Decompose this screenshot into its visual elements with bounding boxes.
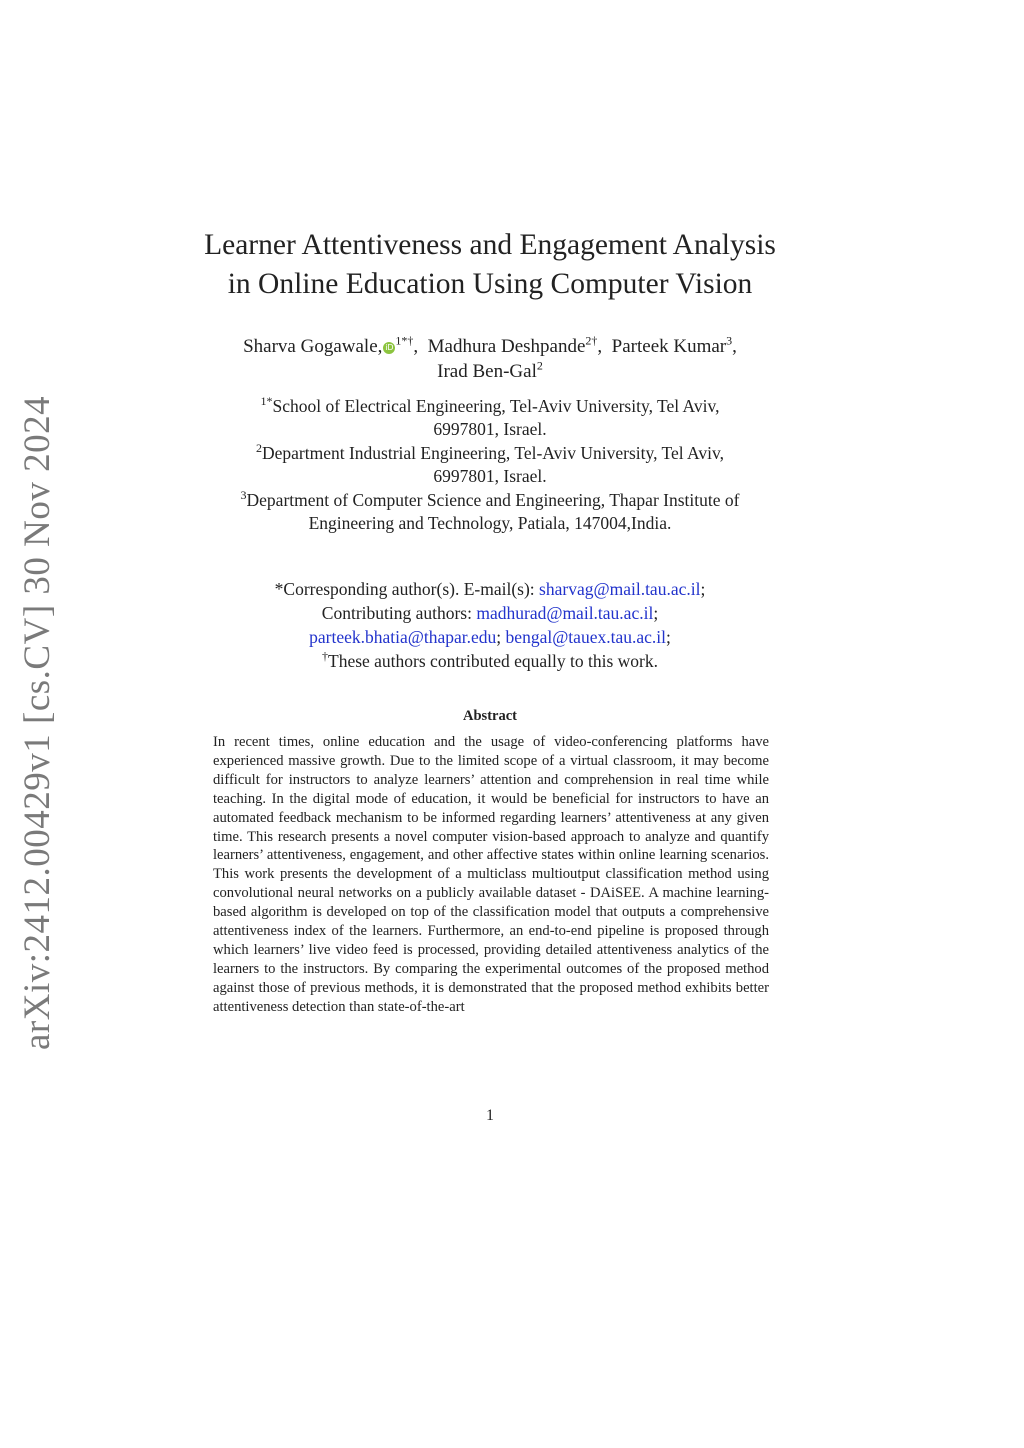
author-4: Irad Ben-Gal: [437, 361, 537, 382]
dagger-mark: †: [322, 649, 328, 664]
contributing-label: Contributing authors:: [321, 603, 477, 623]
contact-block: *Corresponding author(s). E-mail(s): sharvag@mail.tau.ac.il; Contributing authors: madhurad@mail.tau.ac.il; parteek.bhatia@thapar.edu; bengal@tauex.tau.ac.il; †These authors contributed equally to this work.: [274, 579, 706, 671]
abstract-body: In recent times, online education and the usage of video-conferencing platforms have experienced massive growth. Due to the limited scope of a virtual classroom, it may become difficult for instructors to analyze learners’ attention and comprehension in real time while teaching. In the digital mode of education, it would be beneficial for instructors to have an automated feedback mechanism to be informed regarding learners’ attentiveness at any given time. This research presents a novel computer vision-based approach to analyze and quantify learners’ attentiveness, engagement, and other affective states within online learning scenarios. This work presents the development of a multiclass multioutput classification method using convolutional neural networks on a publicly available dataset - DAiSEE. A machine learning-based algorithm is developed on top of the classification model that outputs a comprehensive attentiveness index of the learners. Furthermore, an end-to-end pipeline is proposed through which learners’ live video feed is processed, providing detailed attentiveness analytics of the learners to the instructors. By comparing the experimental outcomes of the proposed method against those of previous methods, it is demonstrated that the proposed method exhibits better attentiveness detection than state-of-the-art: [213, 734, 769, 1015]
email-link-parteek[interactable]: parteek.bhatia@thapar.edu: [309, 627, 497, 647]
equal-contribution-note: These authors contributed equally to this work.: [328, 651, 658, 671]
abstract-heading: Abstract: [463, 708, 517, 724]
affiliation-1: [150, 395, 830, 442]
paper-title: [160, 226, 820, 304]
author-4-affil: 2: [536, 358, 543, 373]
corresponding-label: *Corresponding author(s). E-mail(s):: [274, 579, 540, 599]
author-3-affil: 3: [726, 333, 733, 348]
affiliation-3-line-2: Engineering and Technology, Patiala, 147004,India.: [308, 513, 672, 534]
title-line-2: in Online Education Using Computer Vision: [227, 268, 753, 300]
affiliation-1-line-2: 6997801, Israel.: [433, 419, 547, 440]
affiliation-3: [150, 489, 830, 536]
email-link-madhura[interactable]: madhurad@mail.tau.ac.il: [476, 603, 654, 623]
title-line-1: Learner Attentiveness and Engagement Analysis: [204, 229, 776, 261]
author-3: Parteek Kumar: [611, 336, 727, 357]
affiliation-3-line-1: Department of Computer Science and Engineering, Thapar Institute of: [246, 489, 740, 510]
email-link-bengal[interactable]: bengal@tauex.tau.ac.il: [505, 627, 666, 647]
corresponding-email-link[interactable]: sharvag@mail.tau.ac.il: [539, 579, 701, 599]
affiliation-2: [150, 442, 830, 489]
author-2-affil: 2†: [585, 333, 598, 348]
author-list: Sharva Gogawale, iD $^{1*\dagger}$, Madhura Deshpande$^{2\dagger}$, Parteek Kumar$^3$, Irad Ben-Gal$^2$: [243, 333, 737, 382]
affiliation-2-mark: 2: [255, 440, 262, 455]
affiliation-2-line-1: Department Industrial Engineering, Tel-Aviv University, Tel Aviv,: [261, 442, 724, 463]
affiliation-1-mark: 1*: [260, 394, 273, 409]
author-2: Madhura Deshpande: [427, 336, 586, 357]
affiliation-1-line-1: School of Electrical Engineering, Tel-Aviv University, Tel Aviv,: [272, 396, 720, 416]
affiliations: [150, 395, 830, 535]
arxiv-side-stamp: arXiv:2412.00429v1 [cs.CV] 30 Nov 2024: [17, 395, 58, 1050]
author-1-affil: 1*†: [395, 333, 414, 348]
page-number: 1: [486, 1107, 494, 1124]
affiliation-3-mark: 3: [240, 487, 247, 502]
affiliation-2-line-2: 6997801, Israel.: [433, 466, 547, 487]
author-1: Sharva Gogawale,: [243, 336, 383, 357]
orcid-icon[interactable]: iD: [385, 343, 394, 352]
